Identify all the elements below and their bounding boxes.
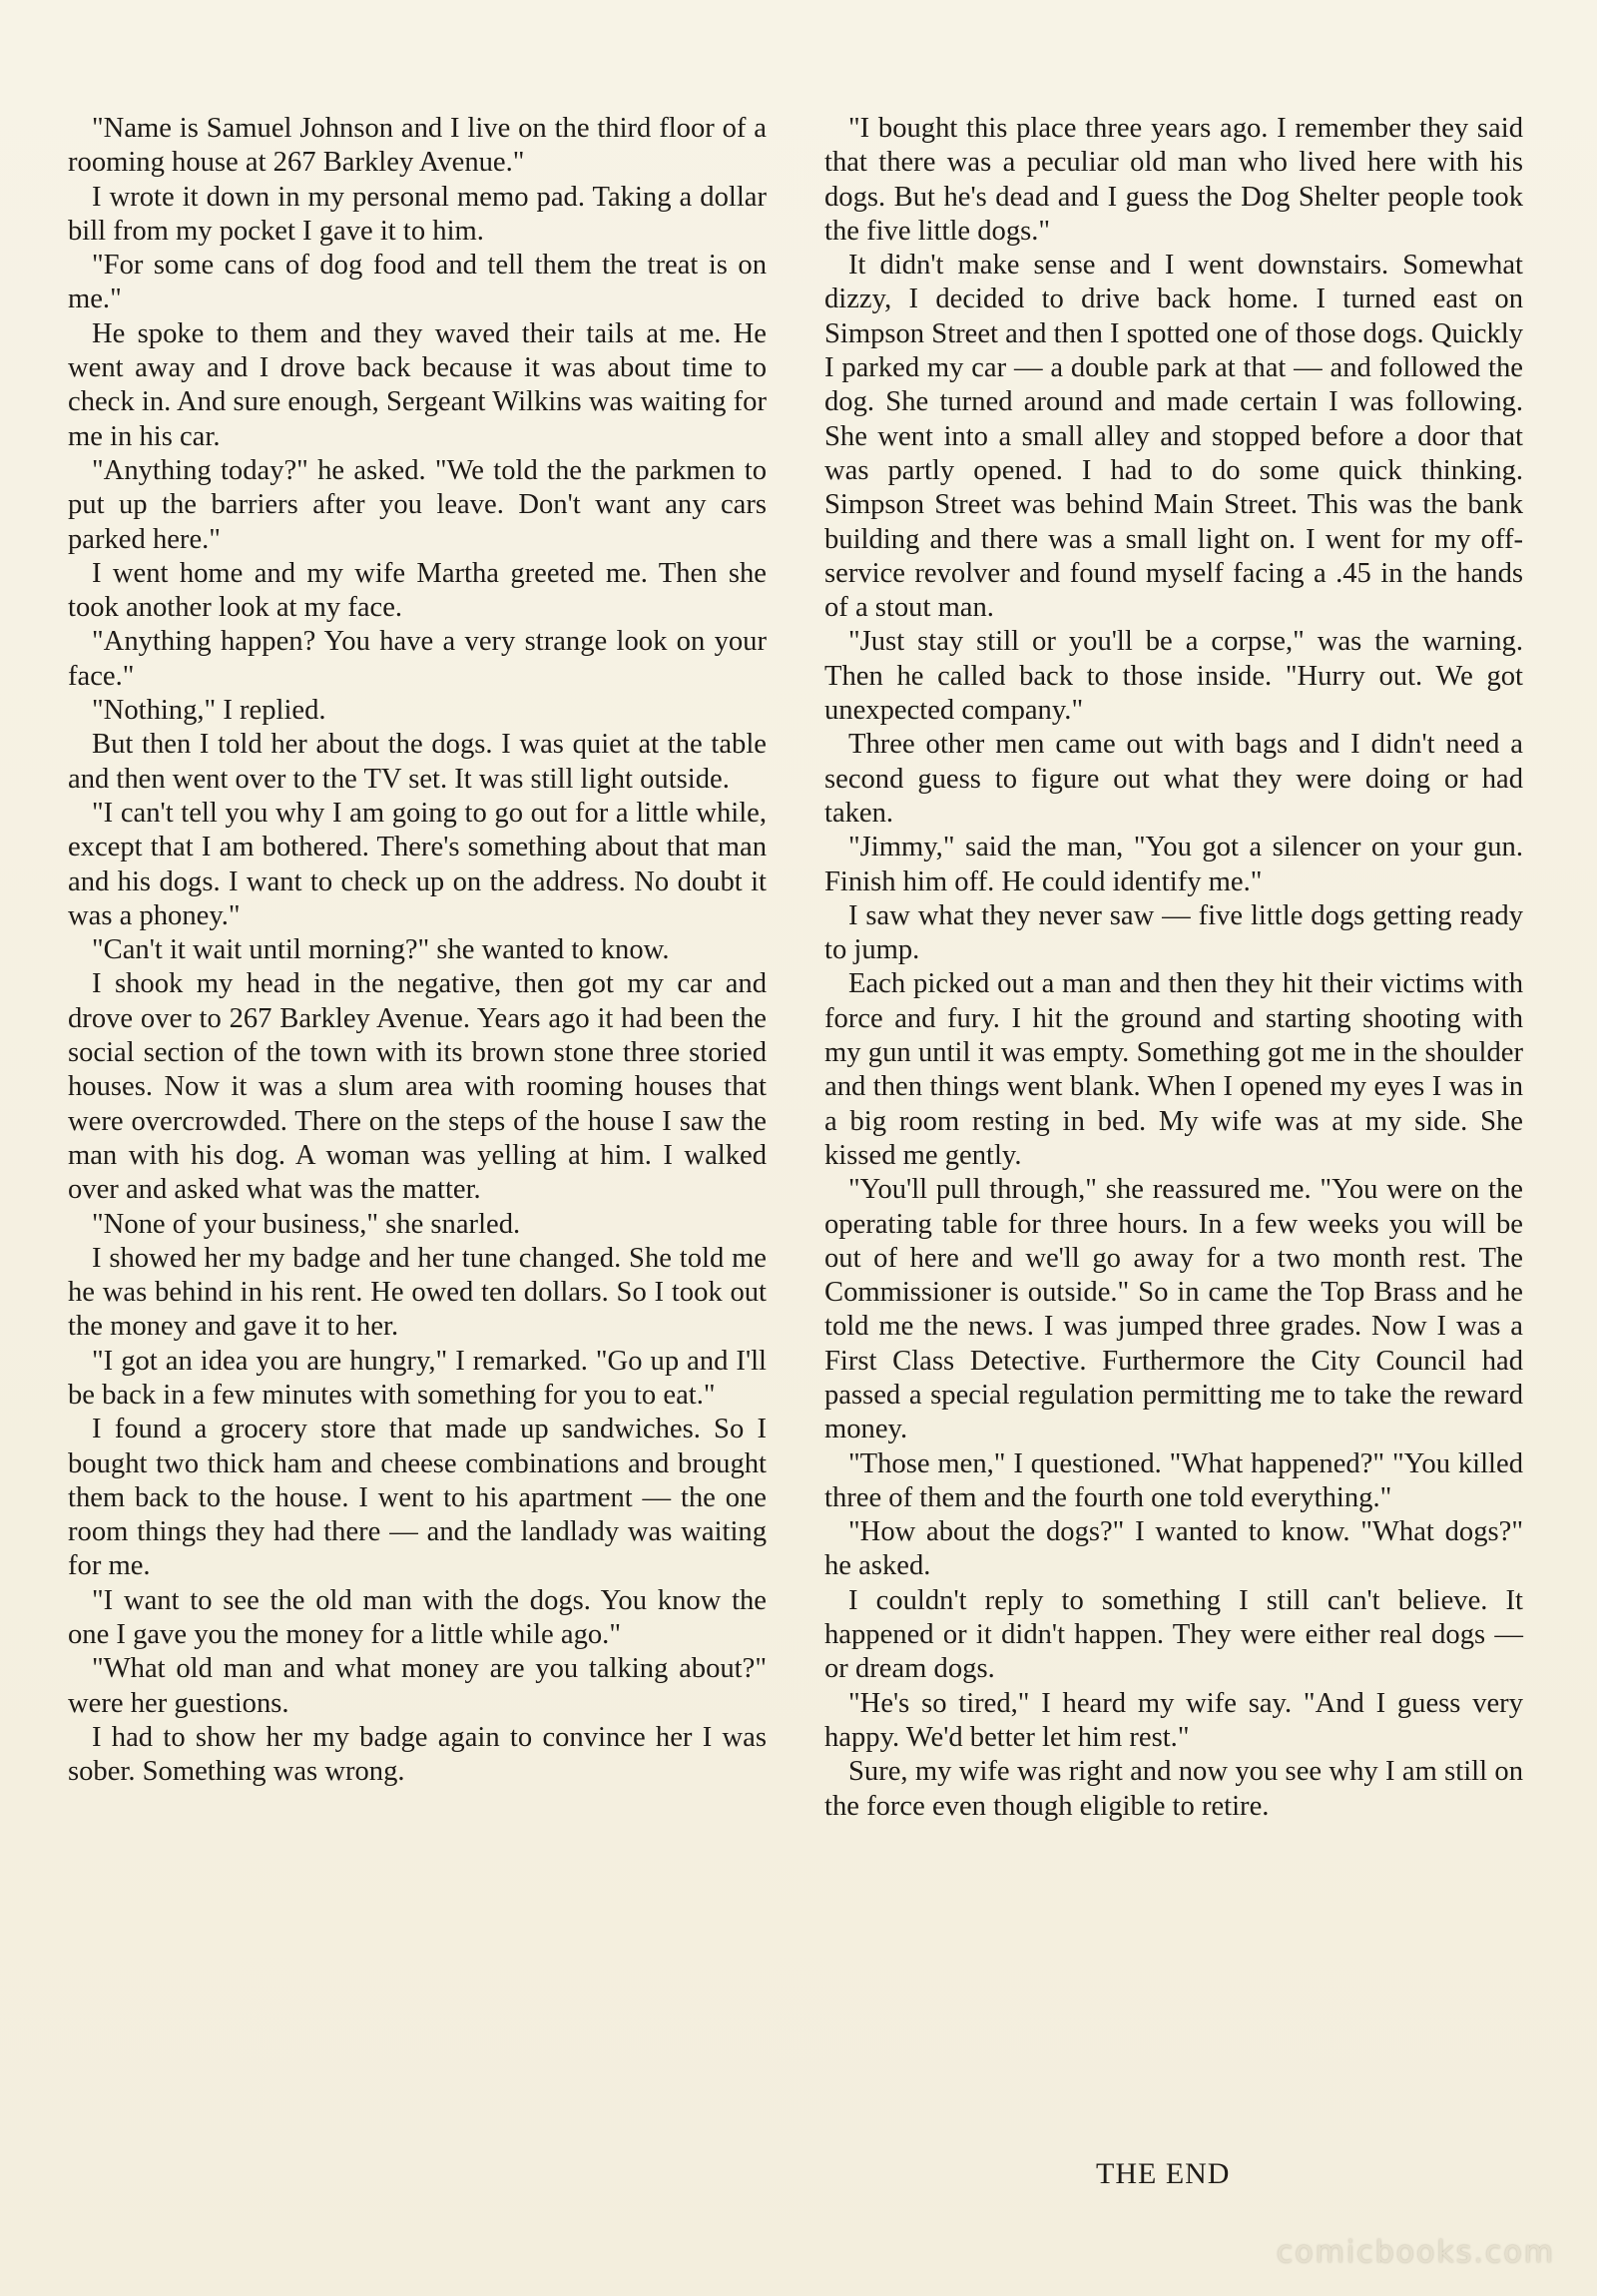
paragraph: I went home and my wife Martha greeted me. Then she took another look at my face. [68, 557, 767, 624]
paragraph: "Anything happen? You have a very strange look on your face." [68, 626, 767, 692]
left-text-column [68, 112, 767, 1790]
the-end-label: THE END [1096, 2157, 1231, 2190]
paragraph: "What old man and what money are you talking about?" were her guestions. [68, 1653, 767, 1719]
paragraph: "Anything today?" he asked. "We told the the parkmen to put up the barriers after you leave. Don't want any cars parked here." [68, 454, 767, 555]
paragraph: I showed her my badge and her tune changed. She told me he was behind in his rent. He owed ten dollars. So I took out the money and gave it to her. [68, 1242, 767, 1343]
paragraph: I saw what they never saw — five little dogs getting ready to jump. [824, 899, 1523, 966]
paragraph: I couldn't reply to something I still can't believe. It happened or it didn't happen. They were either real dogs — or dream dogs. [824, 1584, 1523, 1685]
paragraph: "How about the dogs?" I wanted to know. "What dogs?" he asked. [824, 1516, 1523, 1582]
paragraph: It didn't make sense and I went downstairs. Somewhat dizzy, I decided to drive back home. I turned east on Simpson Street and then I spotted one of those dogs. Quickly I parked my car — a double park at that — and followed the dog. She turned around and made certain I was following. She went into a small alley and stopped before a door that was partly opened. I had to do some quick thinking. Simpson Street was behind Main Street. This was the bank building and there was a small light on. I went for my off-service revolver and found myself facing a .45 in the hands of a stout man. [824, 250, 1523, 624]
paragraph: "Jimmy," said the man, "You got a silencer on your gun. Finish him off. He could identify me." [824, 832, 1523, 897]
paragraph: I wrote it down in my personal memo pad. Taking a dollar bill from my pocket I gave it to him. [68, 181, 767, 247]
paragraph: "Those men," I questioned. "What happened?" "You killed three of them and the fourth one told everything." [824, 1447, 1523, 1513]
paragraph: "Just stay still or you'll be a corpse," was the warning. Then he called back to those inside. "Hurry out. We got unexpected company." [824, 626, 1523, 727]
paragraph: "I got an idea you are hungry," I remarked. "Go up and I'll be back in a few minutes with something for you to eat." [68, 1345, 767, 1411]
paragraph: "Nothing," I replied. [92, 695, 326, 727]
paragraph: "You'll pull through," she reassured me. "You were on the operating table for three hours. In a few weeks you will be out of here and we'll go away for a two month rest. The Commissioner is outside." So in came the Top Brass and he told me the news. I was jumped three grades. Now I was a First Class Detective. Furthermore the City Council had passed a special regulation permitting me to take the reward money. [824, 1174, 1523, 1445]
paragraph: "He's so tired," I heard my wife say. "And I guess very happy. We'd better let him rest." [824, 1687, 1523, 1753]
paragraph: Sure, my wife was right and now you see why I am still on the force even though eligible to retire. [824, 1756, 1523, 1822]
paragraph: Each picked out a man and then they hit their victims with force and fury. I hit the ground and starting shooting with my gun until it was empty. Something got me in the shoulder and then things went blank. When I opened my eyes I was in a big room resting in bed. My wife was at my side. She kissed me gently. [824, 968, 1523, 1171]
paragraph: He spoke to them and they waved their tails at me. He went away and I drove back because it was about time to check in. And sure enough, Sergeant Wilkins was waiting for me in his car. [68, 317, 767, 452]
paragraph: But then I told her about the dogs. I was quiet at the table and then went over to the TV set. It was still light outside. [68, 729, 767, 795]
paragraph: "None of your business," she snarled. [92, 1208, 521, 1240]
paragraph: I found a grocery store that made up sandwiches. So I bought two thick ham and cheese combinations and brought them back to the house. I went to his apartment — the one room things they had there — and the landlady was waiting for me. [68, 1414, 767, 1582]
site-watermark: comicbooks.com [1276, 2235, 1555, 2270]
paragraph: "Can't it wait until morning?" she wanted to know. [92, 934, 670, 966]
paragraph: "I can't tell you why I am going to go out for a little while, except that I am bothered. There's something about that man and his dogs. I want to check up on the address. No doubt it was a phoney." [68, 797, 767, 931]
paragraph: "I want to see the old man with the dogs. You know the one I gave you the money for a little while ago." [68, 1584, 767, 1651]
paragraph: "Name is Samuel Johnson and I live on the third floor of a rooming house at 267 Barkley Avenue." [68, 113, 767, 179]
right-text-column [824, 112, 1523, 1824]
paragraph: I shook my head in the negative, then got my car and drove over to 267 Barkley Avenue. Years ago it had been the social section of the town with its brown stone three storied houses. Now it was a slum area with rooming houses that were overcrowded. There on the steps of the house I saw the man with his dog. A woman was yelling at him. I walked over and asked what was the matter. [68, 968, 767, 1206]
paragraph: "For some cans of dog food and tell them the treat is on me." [68, 250, 767, 315]
paragraph: I had to show her my badge again to convince her I was sober. Something was wrong. [68, 1721, 767, 1788]
paragraph: Three other men came out with bags and I didn't need a second guess to figure out what they were doing or had taken. [824, 729, 1523, 829]
paragraph: "I bought this place three years ago. I remember they said that there was a peculiar old man who lived here with his dogs. But he's dead and I guess the Dog Shelter people took the five little dogs." [824, 113, 1523, 247]
